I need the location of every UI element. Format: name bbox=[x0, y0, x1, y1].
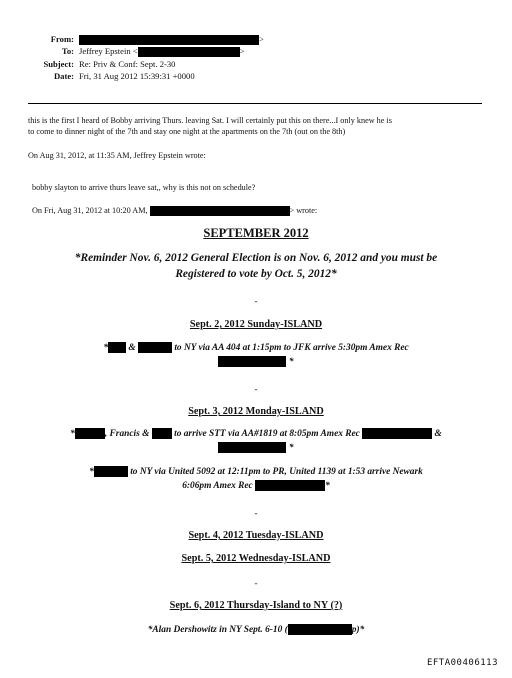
to-row: To: Jeffrey Epstein < > bbox=[28, 45, 264, 57]
redaction-block bbox=[218, 356, 286, 367]
quote1-text: bobby slayton to arrive thurs leave sat,, why is this not on schedule? bbox=[32, 183, 256, 192]
redaction-block bbox=[138, 47, 240, 57]
redaction-block bbox=[75, 428, 105, 439]
date-value: Fri, 31 Aug 2012 15:39:31 +0000 bbox=[79, 71, 195, 82]
date-label: Date: bbox=[53, 71, 74, 82]
subject-value: Re: Priv & Conf: Sept. 2-30 bbox=[79, 58, 176, 69]
header-divider bbox=[28, 103, 482, 104]
email-header bbox=[28, 33, 264, 83]
redaction-block bbox=[138, 342, 172, 353]
quote1-attribution: On Aug 31, 2012, at 11:35 AM, Jeffrey Epstein wrote: bbox=[28, 151, 206, 160]
to-label: To: bbox=[61, 46, 74, 57]
election-reminder: *Reminder Nov. 6, 2012 General Election is on Nov. 6, 2012 and you must be Registered to vote by Oct. 5, 2012* bbox=[74, 252, 438, 280]
redaction-block bbox=[150, 206, 290, 216]
schedule-entry: * & to NY via AA 404 at 1:15pm to JFK arrive 5:30pm Amex Rec * bbox=[103, 343, 409, 367]
redaction-block bbox=[255, 480, 325, 491]
redaction-block bbox=[362, 428, 432, 439]
reply-paragraph bbox=[28, 115, 488, 137]
redaction-block bbox=[94, 466, 128, 477]
quote2-attribution: On Fri, Aug 31, 2012 at 10:20 AM, > wrote: bbox=[32, 206, 318, 215]
document-id: EFTA00406113 bbox=[426, 658, 498, 668]
day-heading: Sept. 2, 2012 Sunday-ISLAND bbox=[189, 319, 323, 330]
redaction-block bbox=[288, 624, 352, 635]
redaction-block bbox=[218, 442, 286, 453]
subject-label: Subject: bbox=[43, 58, 74, 69]
separator-dash: - bbox=[254, 384, 258, 394]
day-heading: Sept. 6, 2012 Thursday-Island to NY (?) bbox=[169, 600, 343, 611]
day-heading: Sept. 3, 2012 Monday-ISLAND bbox=[188, 406, 324, 417]
day-heading: Sept. 5, 2012 Wednesday-ISLAND bbox=[181, 553, 331, 564]
redaction-block bbox=[108, 342, 126, 353]
redaction-block bbox=[152, 428, 172, 439]
reply-line: this is the first I heard of Bobby arriving Thurs. leaving Sat. I will certainly put this on there...I only knew he is bbox=[28, 116, 392, 125]
schedule-entry: *Alan Dershowitz in NY Sept. 6-10 ( p)* bbox=[147, 625, 365, 635]
schedule-entry: * to NY via United 5092 at 12:11pm to PR, United 1139 at 1:53 arrive Newark 6:06pm Amex Rec * bbox=[89, 467, 423, 491]
separator-dash: - bbox=[254, 508, 258, 518]
from-row: From: > bbox=[28, 33, 264, 45]
from-label: From: bbox=[50, 34, 74, 44]
separator-dash: - bbox=[254, 296, 258, 306]
separator-dash: - bbox=[254, 578, 258, 588]
to-name: Jeffrey Epstein < bbox=[79, 46, 138, 57]
reply-line: to come to dinner night of the 7th and stay one night at the apartments on the 7th (out on the 8th) bbox=[28, 127, 346, 136]
subject-row bbox=[28, 58, 264, 70]
redaction-block bbox=[79, 35, 259, 45]
schedule-title: SEPTEMBER 2012 bbox=[203, 226, 309, 240]
day-heading: Sept. 4, 2012 Tuesday-ISLAND bbox=[188, 530, 324, 541]
schedule-entry: * , Francis & to arrive STT via AA#1819 at 8:05pm Amex Rec & * bbox=[70, 429, 442, 453]
date-row bbox=[28, 70, 264, 82]
